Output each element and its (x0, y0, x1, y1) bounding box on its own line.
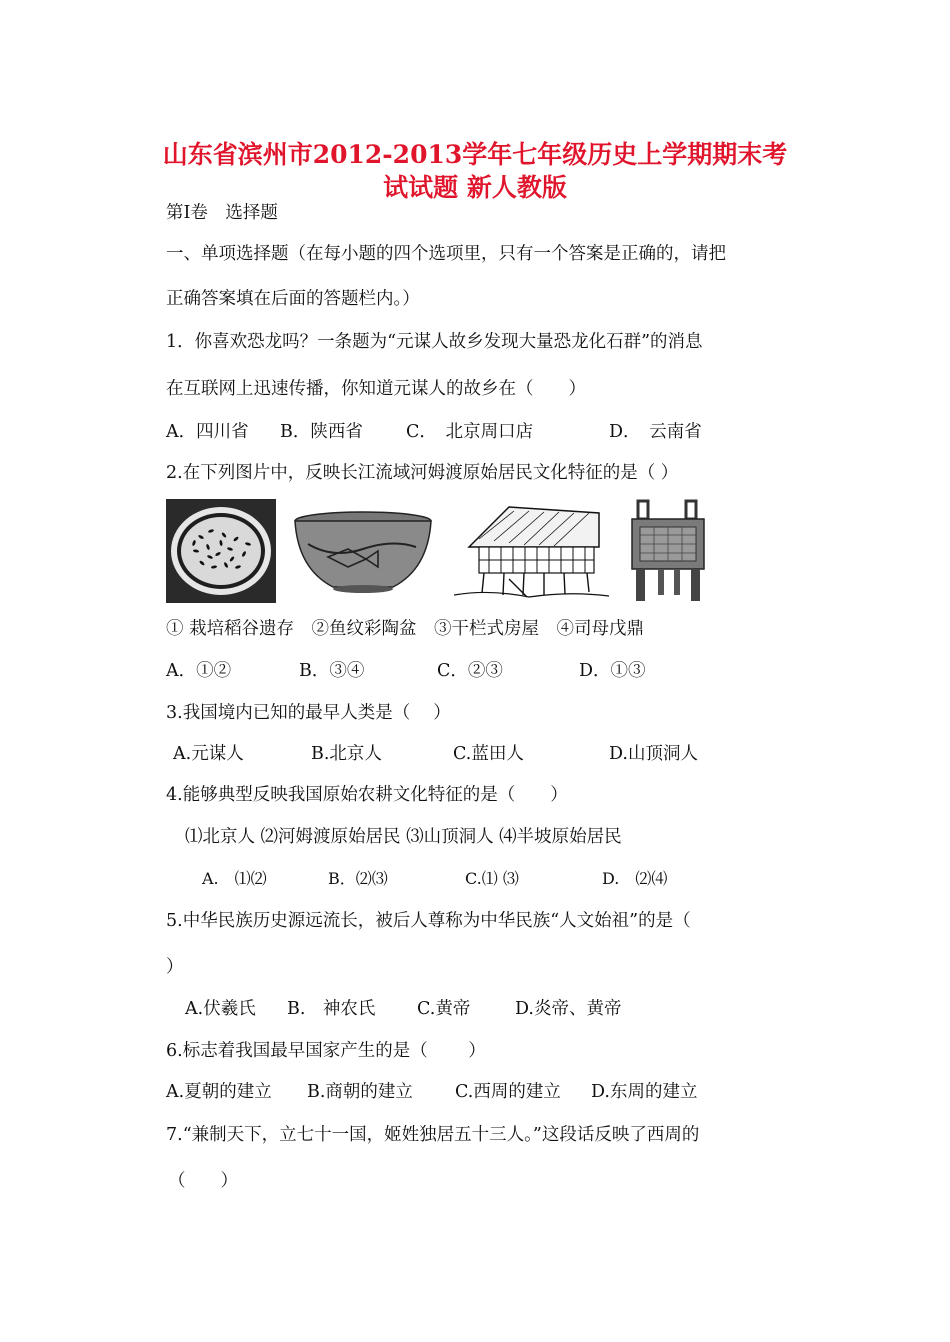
question-4-stem: 4.能够典型反映我国原始农耕文化特征的是（ ） (166, 785, 568, 805)
question-2-option-b[interactable]: B．③④ (299, 661, 365, 681)
volume-label: 第Ⅰ卷 选择题 (166, 203, 278, 223)
question-1-stem-line-2: 在互联网上迅速传播，你知道元谋人的故乡在（ ） (166, 379, 586, 399)
question-3-option-c[interactable]: C.蓝田人 (453, 744, 524, 764)
question-5-option-a[interactable]: A.伏羲氏 (185, 999, 256, 1019)
question-2-option-a[interactable]: A．①② (166, 661, 232, 681)
question-5-stem-line-1: 5.中华民族历史源远流长，被后人尊称为中华民族“人文始祖”的是（ (166, 911, 691, 931)
question-6-option-d[interactable]: D.东周的建立 (591, 1082, 698, 1102)
question-3-stem: 3.我国境内已知的最早人类是（ ） (166, 703, 451, 723)
question-1-option-a[interactable]: A．四川省 (166, 422, 249, 442)
question-3-option-a[interactable]: A.元谋人 (173, 744, 244, 764)
fish-pattern-basin-image (288, 499, 438, 603)
page-title-line-2: 试试题 新人教版 (383, 173, 567, 202)
question-4-option-a[interactable]: A. ⑴⑵ (202, 869, 267, 888)
question-4-options (202, 867, 702, 891)
question-2-stem: 2.在下列图片中，反映长江流域河姆渡原始居民文化特征的是（ ） (166, 463, 679, 483)
question-3-option-b[interactable]: B.北京人 (311, 744, 382, 764)
rice-remains-image (166, 499, 276, 603)
question-5-option-d[interactable]: D.炎帝、黄帝 (515, 999, 622, 1019)
question-2-options (166, 659, 686, 683)
question-1-stem-line-1: 1．你喜欢恐龙吗？一条题为“元谋人故乡发现大量恐龙化石群”的消息 (166, 332, 703, 352)
question-5-option-c[interactable]: C.黄帝 (417, 999, 471, 1019)
section-heading-line-2: 正确答案填在后面的答题栏内。） (166, 289, 420, 309)
question-4-option-b[interactable]: B．⑵⑶ (328, 869, 388, 888)
question-1-options (166, 420, 766, 444)
question-1-option-b[interactable]: B．陕西省 (280, 422, 363, 442)
stilt-house-image (449, 499, 611, 603)
page-title-line-1: 山东省滨州市2012-2013学年七年级历史上学期期末考 (162, 140, 788, 169)
question-6-option-c[interactable]: C.西周的建立 (455, 1082, 561, 1102)
question-3-options (173, 742, 733, 766)
question-6-options (166, 1080, 726, 1104)
question-5-options (185, 997, 655, 1021)
question-1-option-d[interactable]: D． 云南省 (609, 422, 702, 442)
section-heading-line-1: 一、单项选择题（在每小题的四个选项里，只有一个答案是正确的，请把 (166, 244, 726, 264)
question-7-stem-line-2: （ ） (168, 1171, 238, 1191)
question-2-figure-captions: ① 栽培稻谷遗存 ②鱼纹彩陶盆 ③干栏式房屋 ④司母戊鼎 (166, 619, 645, 639)
question-4-option-c[interactable]: C.⑴ ⑶ (465, 869, 519, 888)
simuwu-ding-image (628, 499, 708, 603)
question-2-figures (166, 499, 726, 603)
question-1-option-c[interactable]: C． 北京周口店 (406, 422, 534, 442)
question-3-option-d[interactable]: D.山顶洞人 (609, 744, 698, 764)
question-6-option-a[interactable]: A.夏朝的建立 (166, 1082, 272, 1102)
question-5-option-b[interactable]: B. 神农氏 (287, 999, 376, 1019)
question-6-stem: 6.标志着我国最早国家产生的是（ ） (166, 1041, 486, 1061)
question-5-stem-line-2: ） (166, 957, 184, 977)
question-4-option-d[interactable]: D. ⑵⑷ (602, 869, 668, 888)
question-2-option-c[interactable]: C．②③ (437, 661, 503, 681)
question-6-option-b[interactable]: B.商朝的建立 (307, 1082, 413, 1102)
question-7-stem-line-1: 7.“兼制天下，立七十一国，姬姓独居五十三人。”这段话反映了西周的 (166, 1125, 700, 1145)
question-4-items: ⑴北京人 ⑵河姆渡原始居民 ⑶山顶洞人 ⑷半坡原始居民 (185, 827, 622, 847)
question-2-option-d[interactable]: D．①③ (579, 661, 646, 681)
